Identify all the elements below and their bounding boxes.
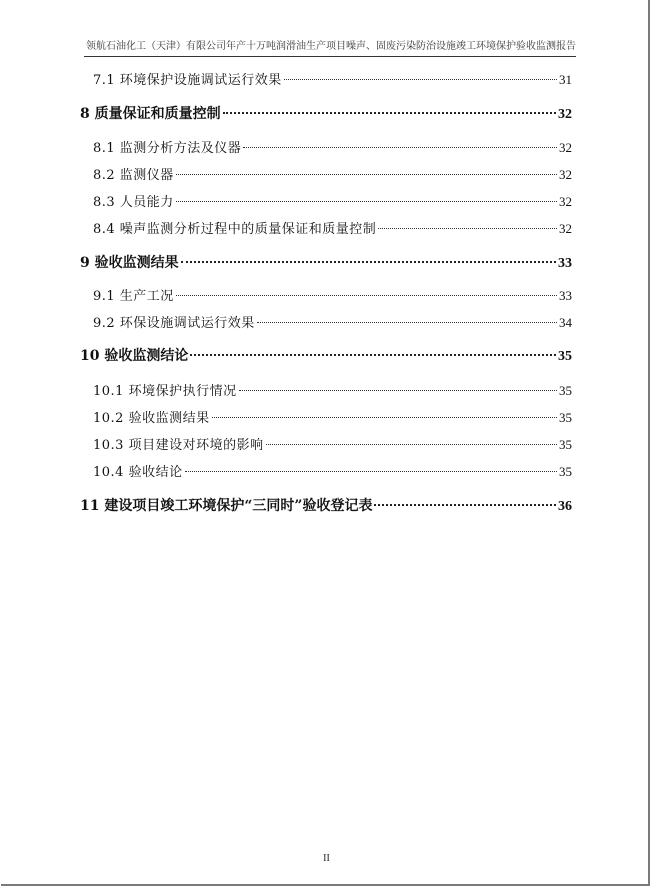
toc-entry-11[interactable] [80,497,572,516]
toc-dot-leader [212,417,557,418]
toc-dot-leader [374,504,556,506]
toc-entry-8-3[interactable] [93,193,572,212]
toc-entry-title: 8.4 噪声监测分析过程中的质量保证和质量控制 [93,222,377,237]
toc-entry-page: 36 [558,499,572,514]
toc-entry-8[interactable] [80,105,572,124]
page-number: II [323,853,330,864]
running-header: 领航石油化工（天津）有限公司年产十万吨润滑油生产项目噪声、固废污染防治设施竣工环境保护验收监测报告 [86,41,576,52]
header-rule [84,56,576,57]
toc-entry-7-1[interactable] [93,71,572,90]
toc-entry-9-2[interactable] [93,314,572,333]
toc-entry-page: 32 [559,221,572,236]
toc-entry-9[interactable] [80,254,572,273]
toc-dot-leader [190,354,556,356]
toc-dot-leader [223,112,556,114]
toc-dot-leader [243,147,557,148]
toc-entry-9-1[interactable] [93,287,572,306]
toc-dot-leader [257,322,557,323]
toc-entry-page: 35 [559,437,572,452]
toc-entry-page: 32 [559,194,572,209]
toc-entry-10-1[interactable] [93,382,572,401]
toc-entry-title: 9.2 环保设施调试运行效果 [93,316,255,331]
toc-entry-title: 8 质量保证和质量控制 [80,106,221,122]
toc-entry-title: 7.1 环境保护设施调试运行效果 [93,73,282,88]
toc-entry-page: 35 [558,349,572,364]
toc-entry-title: 10.4 验收结论 [93,465,183,480]
toc-dot-leader [284,79,557,80]
toc-entry-page: 33 [558,256,572,271]
toc-dot-leader [266,444,557,445]
toc-entry-page: 32 [559,140,572,155]
toc-entry-page: 34 [559,315,572,330]
toc-entry-page: 35 [559,383,572,398]
toc-entry-page: 31 [559,72,572,87]
toc-entry-page: 35 [559,410,572,425]
toc-entry-10-2[interactable] [93,409,572,428]
toc-dot-leader [378,228,557,229]
toc-entry-10-3[interactable] [93,436,572,455]
toc-entry-10-4[interactable] [93,463,572,482]
toc-entry-page: 32 [558,107,572,122]
toc-entry-title: 10.3 项目建设对环境的影响 [93,438,264,453]
toc-entry-10[interactable] [80,347,572,366]
toc-dot-leader [176,295,557,296]
toc-entry-page: 33 [559,288,572,303]
toc-dot-leader [176,201,557,202]
toc-entry-title: 9 验收监测结果 [80,255,179,271]
toc-dot-leader [185,471,557,472]
toc-entry-page: 35 [559,464,572,479]
toc-dot-leader [181,261,556,263]
toc-entry-title: 9.1 生产工况 [93,289,174,304]
toc-dot-leader [176,174,557,175]
toc-entry-8-2[interactable] [93,166,572,185]
toc-dot-leader [239,390,557,391]
toc-entry-8-4[interactable] [93,220,572,239]
toc-entry-title: 8.1 监测分析方法及仪器 [93,141,242,156]
toc-entry-title: 8.3 人员能力 [93,195,174,210]
toc-entry-page: 32 [559,167,572,182]
toc-entry-title: 10.1 环境保护执行情况 [93,384,237,399]
toc-entry-title: 8.2 监测仪器 [93,168,174,183]
toc-entry-8-1[interactable] [93,139,572,158]
toc-entry-title: 11 建设项目竣工环境保护“三同时”验收登记表 [80,498,373,514]
toc-entry-title: 10 验收监测结论 [80,348,189,364]
toc-entry-title: 10.2 验收监测结果 [93,411,210,426]
